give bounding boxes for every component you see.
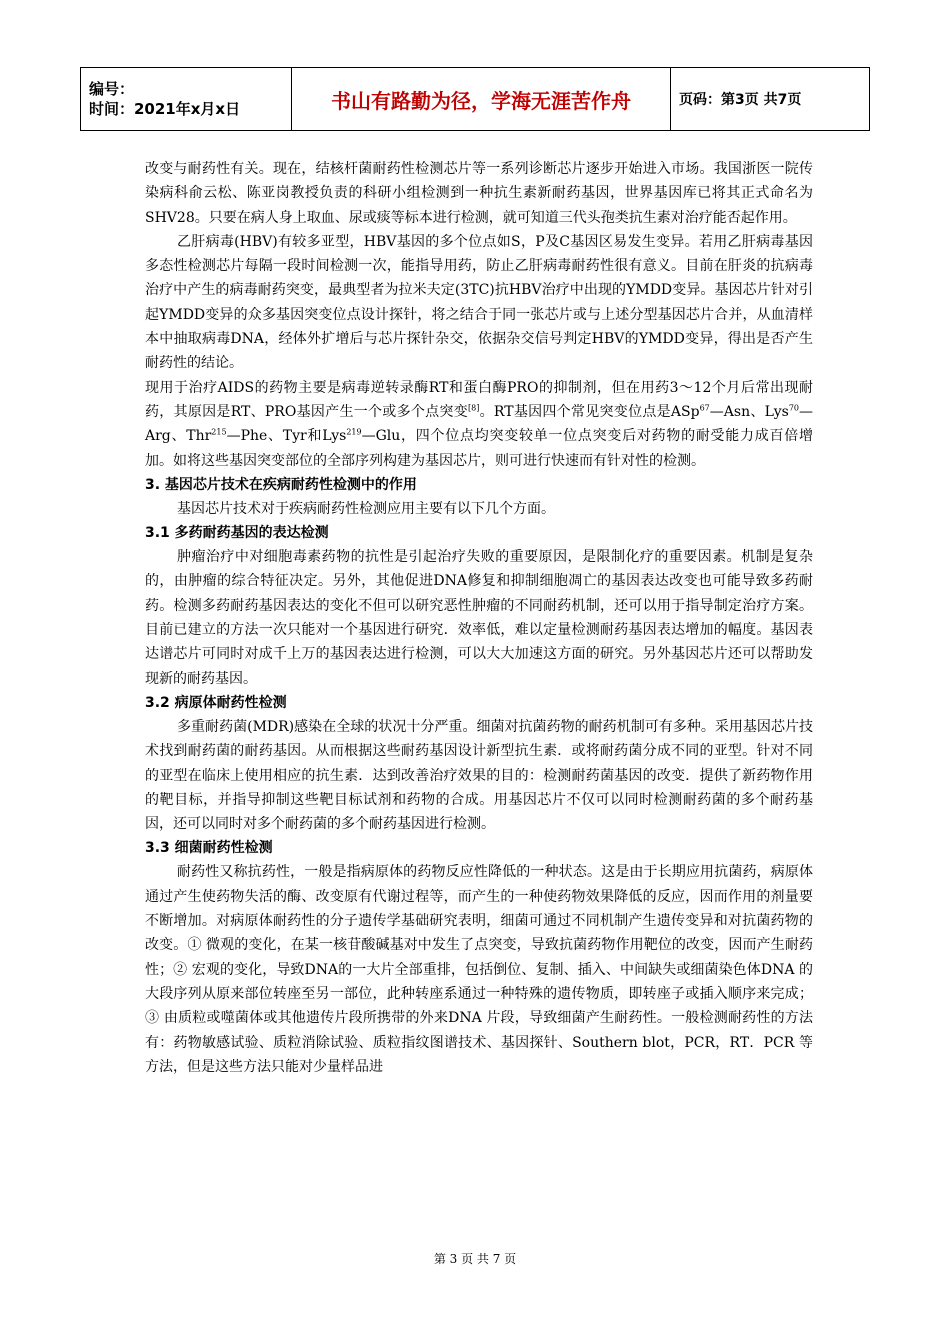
- text-run: —Phe、Tyr和Lys: [226, 428, 347, 445]
- superscript: 219: [346, 427, 362, 437]
- paragraph: [145, 376, 813, 473]
- page-footer: 第 3 页 共 7 页: [433, 1252, 517, 1266]
- superscript: 67: [699, 403, 710, 413]
- header-meta: [81, 68, 292, 131]
- superscript: 215: [211, 427, 227, 437]
- paragraph: 乙肝病毒(HBV)有较多亚型，HBV基因的多个位点如S，P及C基因区易发生变异。若用乙肝病毒基因多态性检测芯片每隔一段时间检测一次，能指导用药，防止乙肝病毒耐药性很有意义。目前在肝炎的抗病毒治疗中产生的病毒耐药突变，最典型者为拉米夫定(3TC)抗HBV治疗中出现的YMDD变异。基因芯片针对引起YMDD变异的众多基因突变位点设计探针，将之结合于同一张芯片或与上述分型基因芯片合并，从血清样本中抽取病毒DNA，经体外扩增后与芯片探针杂交，依据杂交信号判定HBV的YMDD变异，得出是否产生耐药性的结论。: [145, 233, 813, 372]
- citation-ref: [8]: [468, 403, 480, 413]
- document-body: [145, 157, 813, 1079]
- text-run: 现用于治疗AIDS的药物主要是病毒逆转录酶RT和蛋白酶PRO的抑制剂，但在用药3～12个月后常出现耐药，其原因是RT、PRO基因产生一个或多个点突变: [145, 379, 813, 420]
- section-heading: 3. 基因芯片技术在疾病耐药性检测中的作用: [145, 476, 417, 493]
- paragraph: 肿瘤治疗中对细胞毒素药物的抗性是引起治疗失败的重要原因，是限制化疗的重要因素。机制是复杂的，由肿瘤的综合特征决定。另外，其他促进DNA修复和抑制细胞凋亡的基因表达改变也可能导致多药耐药。检测多药耐药基因表达的变化不但可以研究恶性肿瘤的不同耐药机制，还可以用于指导制定治疗方案。目前已建立的方法一次只能对一个基因进行研究．效率低，难以定量检测耐药基因表达增加的幅度。基因表达谱芯片可同时对成千上万的基因表达进行检测，可以大大加速这方面的研究。另外基因芯片还可以帮助发现新的耐药基因。: [145, 549, 813, 687]
- text-run: —Arg、Thr: [145, 403, 813, 445]
- paragraph: 改变与耐药性有关。现在，结核杆菌耐药性检测芯片等一系列诊断芯片逐步开始进入市场。我国浙医一院传染病科俞云松、陈亚岗教授负责的科研小组检测到一种抗生素新耐药基因，世界基因库已将其正式命名为SHV28。只要在病人身上取血、尿或痰等标本进行检测，就可知道三代头孢类抗生素对治疗能否起作用。: [145, 161, 813, 226]
- paragraph: 基因芯片技术对于疾病耐药性检测应用主要有以下几个方面。: [177, 500, 555, 517]
- header-motto: 书山有路勤为径，学海无涯苦作舟: [292, 68, 671, 131]
- section-heading: 3.2 病原体耐药性检测: [145, 694, 287, 711]
- text-run: —Glu，四个位点均突变较单一位点突变后对药物的耐受能力成百倍增加。如将这些基因突变部位的全部序列构建为基因芯片，则可进行快速而有针对性的检测。: [145, 428, 813, 469]
- superscript: 70: [788, 403, 799, 413]
- section-heading: 3.3 细菌耐药性检测: [145, 840, 273, 857]
- section-heading: 3.1 多药耐药基因的表达检测: [145, 525, 329, 542]
- header-table: [80, 67, 870, 131]
- header-page-label: 页码：第3页 共7页: [671, 68, 870, 131]
- paragraph: 耐药性又称抗药性，一般是指病原体的药物反应性降低的一种状态。这是由于长期应用抗菌药，病原体通过产生使药物失活的酶、改变原有代谢过程等，而产生的一种使药物效果降低的反应，因而作用的剂量要不断增加。对病原体耐药性的分子遗传学基础研究表明，细菌可通过不同机制产生遗传变异和对抗菌药物的改变。① 微观的变化，在某一核苷酸碱基对中发生了点突变，导致抗菌药物作用靶位的改变，因而产生耐药性；② 宏观的变化，导致DNA的一大片全部重排，包括倒位、复制、插入、中间缺失或细菌染色体DNA 的大段序列从原来部位转座至另一部位，此种转座系通过一种特殊的遗传物质，即转座子或插入顺序来完成；③ 由质粒或噬菌体或其他遗传片段所携带的外来DNA 片段，导致细菌产生耐药性。一般检测耐药性的方法有：药物敏感试验、质粒消除试验、质粒指纹图谱技术、基因探针、Southern blot，PCR，RT．PCR 等方法，但是这些方法只能对少量样品进: [145, 864, 813, 1075]
- text-run: 。RT基因四个常见突变位点是ASp: [479, 403, 700, 420]
- text-run: —Asn、Lys: [709, 403, 789, 420]
- doc-number-label: 编号：: [89, 80, 135, 98]
- paragraph: 多重耐药菌(MDR)感染在全球的状况十分严重。细菌对抗菌药物的耐药机制可有多种。采用基因芯片技术找到耐药菌的耐药基因。从而根据这些耐药基因设计新型抗生素．或将耐药菌分成不同的亚型。针对不同的亚型在临床上使用相应的抗生素．达到改善治疗效果的目的：检测耐药菌基因的改变．提供了新药物作用的靶目标，并指导抑制这些靶目标试剂和药物的合成。用基因芯片不仅可以同时检测耐药菌的多个耐药基因，还可以同时对多个耐药菌的多个耐药基因进行检测。: [145, 718, 813, 833]
- doc-date-label: 时间：2021年x月x日: [89, 100, 241, 118]
